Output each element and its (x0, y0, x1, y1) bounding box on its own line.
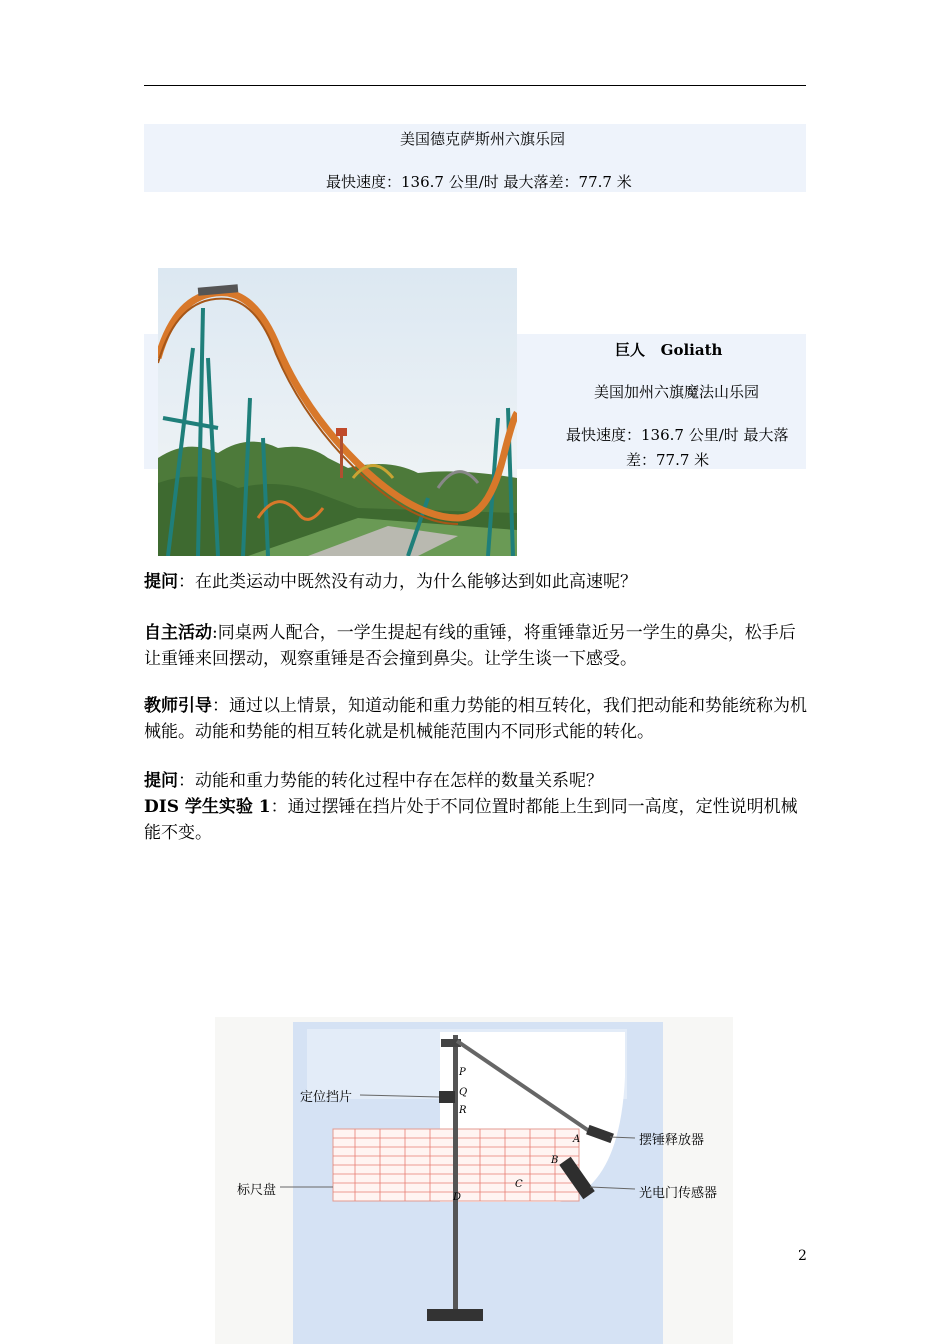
header-rule (144, 85, 806, 86)
label-pendulum-release: 摆锤释放器 (639, 1133, 705, 1148)
label-photogate: 光电门传感器 (639, 1186, 718, 1201)
question-label-2: 提问 (144, 771, 178, 791)
caption2-title: 巨人 Goliath (615, 341, 723, 359)
caption1-line2: 最快速度：136.7 公里/时 最大落差：77.7 米 (326, 173, 632, 191)
point-d: D (453, 1192, 462, 1203)
label-positioning-block: 定位挡片 (300, 1090, 353, 1105)
point-q: Q (459, 1087, 468, 1098)
caption1-line1: 美国德克萨斯州六旗乐园 (400, 130, 566, 148)
experiment-text: ：通过摆锤在挡片处于不同位置时都能上生到同一高度，定性说明机械能不变。 (144, 797, 798, 843)
question-text-2: ：动能和重力势能的转化过程中存在怎样的数量关系呢？ (178, 771, 603, 791)
dis-apparatus-figure (215, 1017, 733, 1344)
activity-paragraph (144, 620, 808, 672)
point-p: P (459, 1067, 466, 1078)
teacher-guide-label: 教师引导 (144, 696, 212, 716)
caption2-line2a: 最快速度：136.7 公里/时 最大落 (566, 426, 789, 444)
teacher-guide-paragraph (144, 693, 808, 745)
point-c: C (515, 1179, 523, 1190)
label-scale-disk: 标尺盘 (237, 1183, 277, 1198)
question-paragraph-1 (144, 569, 808, 595)
point-r: R (459, 1105, 467, 1116)
point-a: A (573, 1134, 581, 1145)
caption2-line2b: 差：77.7 米 (626, 451, 710, 469)
page-number: 2 (798, 1248, 807, 1264)
teacher-guide-text: ：通过以上情景，知道动能和重力势能的相互转化，我们把动能和势能统称为机械能。动能和势能的相互转化就是机械能范围内不同形式能的转化。 (144, 696, 807, 742)
question-paragraph-2 (144, 768, 808, 794)
question-text-1: ：在此类运动中既然没有动力，为什么能够达到如此高速呢？ (178, 572, 637, 592)
caption2-line1: 美国加州六旗魔法山乐园 (594, 383, 760, 401)
experiment-paragraph (144, 794, 808, 846)
activity-label: 自主活动 (144, 623, 212, 643)
roller-coaster-photo (158, 268, 517, 556)
point-b: B (551, 1155, 559, 1166)
question-label-1: 提问 (144, 572, 178, 592)
activity-text: :同桌两人配合，一学生提起有线的重锤，将重锤靠近另一学生的鼻尖，松手后让重锤来回摆动，观察重锤是否会撞到鼻尖。让学生谈一下感受。 (144, 623, 796, 669)
experiment-label: DIS 学生实验 1 (144, 797, 271, 817)
